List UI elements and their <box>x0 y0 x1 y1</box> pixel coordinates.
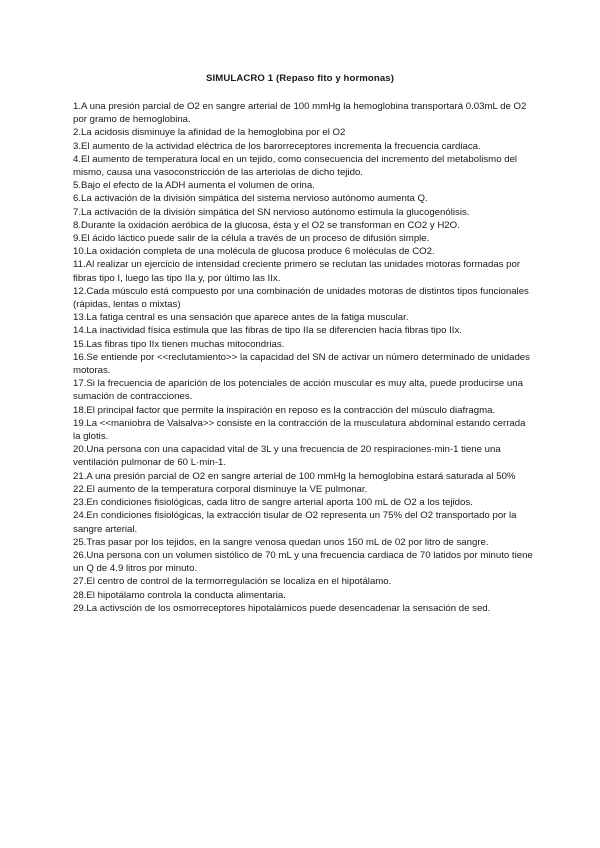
question-item: 2.La acidosis disminuye la afinidad de la hemoglobina por el O2 <box>73 127 346 139</box>
question-item: 16.Se entiende por <<reclutamiento>> la capacidad del SN de activar un número determinado de unidades motoras. <box>73 351 530 377</box>
question-item: 6.La activación de la división simpática del sistema nervioso autónomo aumenta Q. <box>73 193 428 205</box>
question-item: 8.Durante la oxidación aeróbica de la glucosa, ésta y el O2 se transforman en CO2 y H2O. <box>73 219 460 231</box>
question-item: 7.La activación de la división simpática del SN nervioso autónomo estimula la glucogenólisis. <box>73 206 470 218</box>
question-item: 22.El aumento de la temperatura corporal disminuye la VE pulmonar. <box>73 483 368 495</box>
question-item: 3.El aumento de la actividad eléctrica de los barorreceptores incrementa la frecuencia cardiaca. <box>73 140 481 152</box>
question-item: 23.En condiciones fisiológicas, cada litro de sangre arterial aporta 100 mL de O2 a los tejidos. <box>73 497 473 509</box>
question-item: 28.El hipotálamo controla la conducta alimentaria. <box>73 589 286 601</box>
question-item: 10.La oxidación completa de una molécula de glucosa produce 6 moléculas de CO2. <box>73 246 435 258</box>
question-item: 15.Las fibras tipo IIx tienen muchas mitocondrias. <box>73 338 285 350</box>
question-item: 26.Una persona con un volumen sistólico de 70 mL y una frecuencia cardiaca de 70 latidos por minuto tiene un Q de 4.9 litros por minuto. <box>73 549 533 575</box>
question-item: 1.A una presión parcial de O2 en sangre arterial de 100 mmHg la hemoglobina transportará 0.03mL de O2 por gramo de hemoglobina. <box>73 101 527 126</box>
question-item: 14.La inactividad física estimula que las fibras de tipo IIa se diferencien hacia fibras tipo IIx. <box>73 325 462 337</box>
question-item: 9.El ácido láctico puede salir de la célula a través de un proceso de difusión simple. <box>73 233 430 245</box>
question-item: 4.El aumento de temperatura local en un tejido, como consecuencia del incremento del metabolismo del mismo, causa una vasoconstricción de las arteriolas de dicho tejido. <box>73 153 518 179</box>
question-item: 19.La <<maniobra de Valsalva>> consiste en la contracción de la musculatura abdominal estando cerrada la glotis. <box>73 417 526 443</box>
question-item: 27.El centro de control de la termorregulación se localiza en el hipotálamo. <box>73 576 392 588</box>
question-item: 5.Bajo el efecto de la ADH aumenta el volumen de orina. <box>73 180 315 192</box>
question-item: 12.Cada músculo está compuesto por una combinación de unidades motoras de distintos tipos funcionales (rápidas, lentas o mixtas) <box>73 285 529 311</box>
question-item: 25.Tras pasar por los tejidos, en la sangre venosa quedan unos 150 mL de 02 por litro de sangre. <box>73 536 489 548</box>
question-item: 17.Si la frecuencia de aparición de los potenciales de acción muscular es muy alta, puede producirse una sumación de contracciones. <box>73 378 523 403</box>
question-item: 24.En condiciones fisiológicas, la extracción tisular de O2 representa un 75% del O2 transportado por la sangre arterial. <box>73 510 517 535</box>
question-item: 11.Al realizar un ejercicio de intensidad creciente primero se reclutan las unidades motoras formadas por fibras tipo I, luego las tipo IIa y, por último las IIx. <box>73 259 521 284</box>
question-item: 18.El principal factor que permite la inspiración en reposo es la contracción del músculo diafragma. <box>73 404 496 416</box>
document-title: SIMULACRO 1 (Repaso fito y hormonas) <box>205 73 395 84</box>
question-list <box>73 100 535 615</box>
question-item: 20.Una persona con una capacidad vital de 3L y una frecuencia de 20 respiraciones·min-1 tiene una ventilación pulmonar de 60 L·min-1. <box>73 444 501 469</box>
question-item: 29.La activsción de los osmorreceptores hipotalámicos puede desencadenar la sensación de sed. <box>73 602 491 614</box>
question-item: 21.A una presión parcial de O2 en sangre arterial de 100 mmHg la hemoglobina estará saturada al 50% <box>73 470 516 482</box>
question-item: 13.La fatiga central es una sensación que aparece antes de la fatiga muscular. <box>73 312 409 324</box>
